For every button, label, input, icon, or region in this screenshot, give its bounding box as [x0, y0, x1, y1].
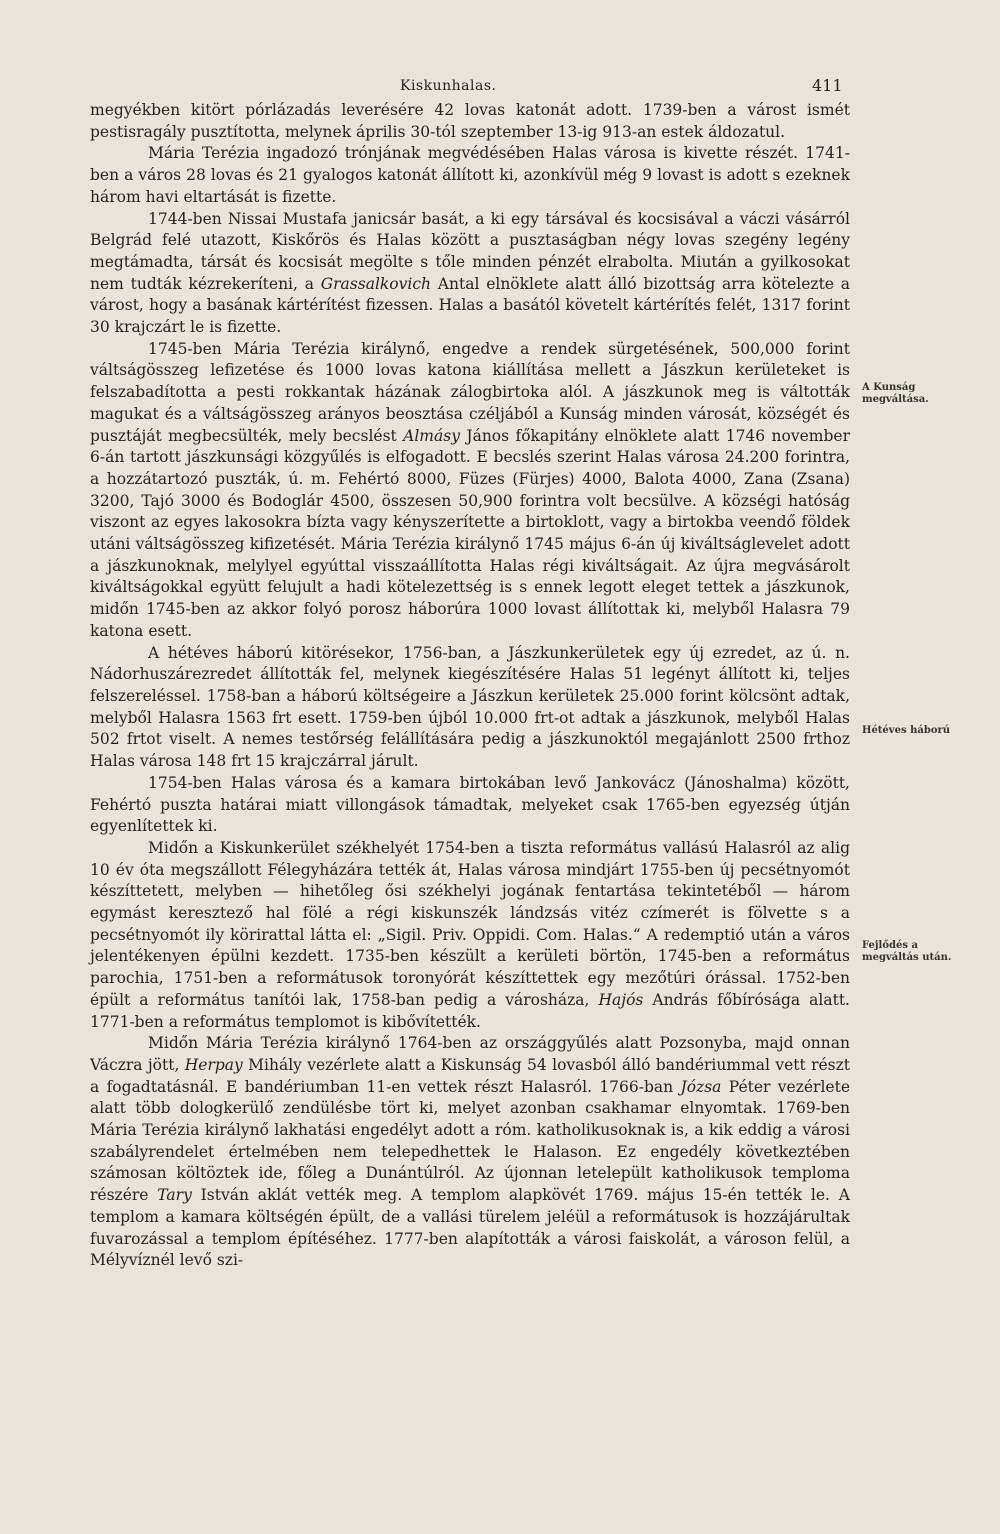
text-run: Péter vezérlete alatt több dologkerülő zendülésbe tört ki, melyet azonban csakhamar elnyomtak. 1769-ben Mária Terézia királynő lakhatási engedélyt adott a róm. katholikusoknak is, a kik eddig a városi szabályrendelet értelmében nem telepedhettek le Halason. Ez engedély következtében számosan költöztek ide, főleg a Dunántúlról. Az újonnan letelepült katholikusok temploma részére	[90, 1077, 850, 1205]
text-run: Midőn Mária Terézia királynő 1764-ben az országgyűlés alatt Pozsonyba, majd onnan Váczra jött,	[90, 1034, 850, 1074]
italic-name: Grassalkovich	[320, 274, 432, 293]
text-run: A hétéves háború kitörésekor, 1756-ban, a Jászkunkerületek egy új ezredet, az ú. n. Nádorhuszárezredet állították fel, melynek kiegészítésére Halas 51 legényt állított ki, teljes felszereléssel. 1758-ban a háború költségeire a Jászkun kerületek 25.000 forint kölcsönt adtak, melyből Halasra 1563 frt esett. 1759-ben újból 10.000 frt-ot adtak a jászkunok, melyből Halas 502 frtot viselt. A nemes testőrség felállítására pedig a jászkunoktól megajánlott 2500 frthoz Halas városa 148 frt 15 krajczárral járult.	[90, 643, 850, 771]
margin-note: Fejlődés a megváltás után.	[862, 940, 952, 963]
body-text	[90, 100, 850, 1272]
text-run: 1754-ben Halas városa és a kamara birtokában levő Jankovácz (Jánoshalma) között, Fehértó puszta határai miatt villongások támadtak, melyeket csak 1765-ben egyezség útján egyenlítettek ki.	[90, 773, 850, 836]
paragraph	[90, 100, 850, 143]
text-run: István aklát vették meg. A templom alapkövét 1769. május 15-én tették le. A templom a kamara költségén épült, de a vallási türelem jeléül a reformátusok is hozzájárultak fuvarozással a templom építéséhez. 1777-ben alapították a városi faiskolát, a városon felül, a Mélyvíznél levő szi-	[90, 1186, 850, 1270]
margin-note: A Kunság megváltása.	[862, 382, 929, 405]
italic-name: Hajós	[598, 990, 644, 1009]
text-run: Midőn a Kiskunkerület székhelyét 1754-ben a tiszta református vallású Halasról az alig 10 év óta megszállott Félegyházára tették át, Halas városa mindjárt 1755-ben új pecsétnyomót készíttetett, melyben — hihetőleg ősi székhelyi jogának fentartása tekintetéből — három egymást keresztező hal fölé a régi kiskunszék lándzsás vitéz czímerét is fölvette s a pecsétnyomót ily körirattal látta el: „Sigil. Priv. Oppidi. Com. Halas.“ A redemptió után a város jelentékenyen épülni kezdett. 1735-ben készült a kerületi börtön, 1745-ben a református parochia, 1751-ben a reformátusok toronyórát készíttettek egy mezőtúri órással. 1752-ben épült a református tanítói lak, 1758-ban pedig a városháza,	[90, 838, 850, 1009]
paragraph	[90, 838, 850, 1033]
paragraph	[90, 339, 850, 643]
paragraph	[90, 209, 850, 339]
text-run: Mária Terézia ingadozó trónjának megvédésében Halas városa is kivette részét. 1741-ben a város 28 lovas és 21 gyalogos katonát állított ki, azonkívül még 9 lovast is adott s ezeknek három havi eltartását is fizette.	[90, 144, 850, 206]
text-run: 1744-ben Nissai Mustafa janicsár basát, a ki egy társával és kocsisával a váczi vásárról Belgrád felé utazott, Kiskőrös és Halas között a pusztaságban négy lovas szegény legény megtámadta, társát és kocsisát megölte s tőle minden pénzét elrabolta. Miután a gyilkosokat nem tudták kézrekeríteni, a	[90, 209, 850, 293]
running-head: Kiskunhalas.	[400, 78, 497, 94]
text-run: megyékben kitört pórlázadás leverésére 42 lovas katonát adott. 1739-ben a várost ismét pestisragály pusztította, melynek április 30-tól szeptember 13-ig 913-an estek áldozatul.	[90, 101, 850, 141]
italic-name: Almásy	[403, 426, 460, 445]
paragraph	[90, 773, 850, 838]
paragraph	[90, 143, 850, 208]
text-run: 1745-ben Mária Terézia királynő, engedve a rendek sürgetésének, 500,000 forint váltságösszeg lefizetése és 1000 lovas katona kiállítása mellett a Jászkun kerületeket is felszabadította a pesti rokkantak házának zálogbirtoka alól. A jászkunok meg is váltották magukat és a váltságösszeg arányos beosztása czéljából a Kunság minden városát, községét és pusztáját megbecsülték, mely becslést	[90, 339, 850, 445]
paragraph	[90, 643, 850, 773]
italic-name: Herpay	[184, 1055, 243, 1074]
page-number: 411	[812, 76, 843, 95]
italic-name: Józsa	[680, 1077, 722, 1096]
paragraph	[90, 1033, 850, 1272]
text-run: András főbírósága alatt. 1771-ben a református templomot is kibővítették.	[90, 990, 850, 1031]
text-run: János főkapitány elnöklete alatt 1746 november 6-án tartott jászkunsági közgyűlés is elfogadott. E becslés szerint Halas városa 24.200 forintra, a hozzátartozó puszták, ú. m. Fehértó 8000, Füzes (Fürjes) 4000, Balota 4000, Zana (Zsana) 3200, Tajó 3000 és Bodoglár 4500, összesen 50,900 forintra volt becsülve. A községi hatóság viszont az egyes lakosokra bízta vagy kényszerítette a birtoklott, vagy a birtokba veendő földek utáni váltságösszeg kifizetését. Mária Terézia királynő 1745 május 6-án új kiváltságlevelet adott a jászkunoknak, melylyel egyúttal visszaállította Halas régi kiváltságait. Az újra megvásárolt kiváltságokkal együtt felujult a hadi kötelezettség is s ennek legott eleget tettek a jászkunok, midőn 1745-ben az akkor folyó porosz háborúra 1000 lovast állítottak ki, melyből Halasra 79 katona esett.	[90, 426, 850, 640]
text-run: Antal elnöklete alatt álló bizottság arra kötelezte a várost, hogy a basának kártérítést fizessen. Halas a basától követelt kártérítés felét, 1317 forint 30 krajczárt le is fizette.	[90, 274, 851, 337]
italic-name: Tary	[157, 1186, 192, 1205]
text-run: Mihály vezérlete alatt a Kiskunság 54 lovasból álló bandériummal vett részt a fogadtatásnál. E bandériumban 11-en vettek részt Halasról. 1766-ban	[90, 1055, 850, 1096]
margin-note: Hétéves háború	[862, 725, 951, 736]
